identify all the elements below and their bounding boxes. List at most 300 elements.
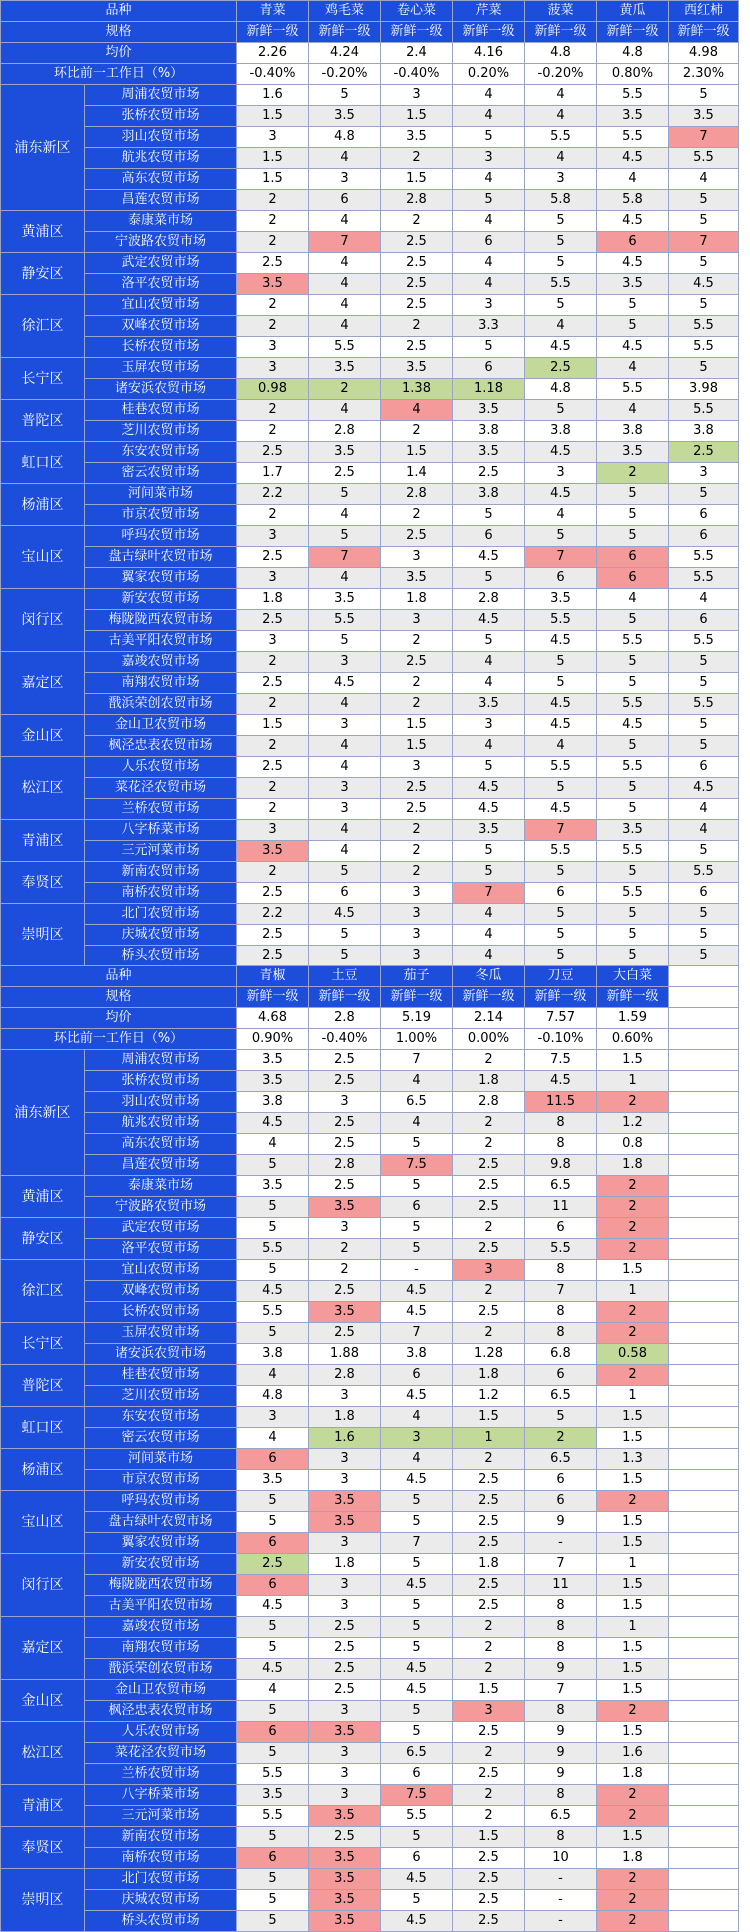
price-cell: 2.5 — [309, 1323, 381, 1344]
price-cell: 4.5 — [381, 1659, 453, 1680]
price-cell: 3 — [525, 463, 597, 484]
price-cell: 3.5 — [309, 442, 381, 463]
price-cell: 3.5 — [453, 442, 525, 463]
price-cell: 2.5 — [237, 757, 309, 778]
price-cell: 3.98 — [669, 379, 739, 400]
price-cell: 4.5 — [381, 1281, 453, 1302]
price-cell: 3.5 — [309, 1491, 381, 1512]
price-cell: 4 — [237, 1680, 309, 1701]
market-row — [1, 1890, 739, 1911]
price-cell: 3.5 — [237, 1785, 309, 1806]
price-cell: 1 — [597, 1281, 669, 1302]
price-cell: 2.5 — [237, 547, 309, 568]
price-cell: 6 — [597, 568, 669, 589]
price-cell: 5.5 — [669, 694, 739, 715]
price-cell: 2 — [381, 694, 453, 715]
price-cell: 4.5 — [381, 1470, 453, 1491]
price-cell: 3 — [237, 820, 309, 841]
price-cell: 2.5 — [453, 1890, 525, 1911]
price-cell: 6 — [309, 190, 381, 211]
market-name: 梅陇陇西农贸市场 — [85, 610, 237, 631]
price-cell: 0.58 — [597, 1344, 669, 1365]
blank-cell — [669, 1050, 739, 1071]
market-name: 昌莲农贸市场 — [85, 190, 237, 211]
price-cell: 2 — [381, 820, 453, 841]
market-name: 北门农贸市场 — [85, 1869, 237, 1890]
market-row — [1, 1344, 739, 1365]
blank-cell — [669, 1134, 739, 1155]
price-cell: 1.5 — [597, 1428, 669, 1449]
price-cell: 2.5 — [237, 946, 309, 967]
price-cell: 3 — [309, 1701, 381, 1722]
price-cell: 5.5 — [597, 757, 669, 778]
market-row — [1, 1323, 739, 1344]
price-cell: 2.5 — [453, 1302, 525, 1323]
market-name: 桥头农贸市场 — [85, 946, 237, 967]
spec-value: 新鲜一级 — [597, 22, 669, 43]
blank-cell — [669, 1029, 739, 1050]
price-cell: 6.5 — [525, 1806, 597, 1827]
price-cell: 4 — [453, 946, 525, 967]
product-header-label: 品种 — [1, 1, 237, 22]
price-cell: 2 — [237, 736, 309, 757]
price-cell: 4 — [453, 169, 525, 190]
price-cell: 1.8 — [453, 1071, 525, 1092]
price-cell: 1.8 — [597, 1155, 669, 1176]
market-row — [1, 925, 739, 946]
price-cell: 4.5 — [597, 715, 669, 736]
price-cell: 4 — [309, 148, 381, 169]
market-name: 宁波路农贸市场 — [85, 232, 237, 253]
average-row — [1, 1008, 739, 1029]
price-cell: 6 — [381, 1848, 453, 1869]
price-cell: 7.5 — [381, 1785, 453, 1806]
price-cell: 5 — [381, 1722, 453, 1743]
price-cell: 2.5 — [237, 673, 309, 694]
price-cell: 5.5 — [597, 694, 669, 715]
spec-value: 新鲜一级 — [525, 987, 597, 1008]
price-cell: 4.5 — [597, 253, 669, 274]
price-cell: 4 — [525, 736, 597, 757]
change-value: -0.10% — [525, 1029, 597, 1050]
price-cell: 3 — [453, 295, 525, 316]
price-cell: 2.5 — [237, 253, 309, 274]
market-row — [1, 1491, 739, 1512]
price-cell: 3.5 — [237, 274, 309, 295]
spec-value: 新鲜一级 — [525, 22, 597, 43]
price-cell: 4 — [381, 1071, 453, 1092]
price-cell: 3 — [237, 127, 309, 148]
price-cell: 1.5 — [597, 1050, 669, 1071]
market-row — [1, 526, 739, 547]
price-cell: 1.2 — [453, 1386, 525, 1407]
price-cell: 5 — [453, 505, 525, 526]
market-name: 航兆农贸市场 — [85, 1113, 237, 1134]
market-row — [1, 295, 739, 316]
change-row — [1, 64, 739, 85]
price-cell: 4.5 — [525, 1071, 597, 1092]
price-cell: 3 — [237, 568, 309, 589]
price-cell: 2.5 — [453, 1197, 525, 1218]
price-cell: 3.5 — [237, 1470, 309, 1491]
market-row — [1, 1743, 739, 1764]
market-row — [1, 127, 739, 148]
price-cell: 3 — [309, 1470, 381, 1491]
price-cell: 2 — [597, 463, 669, 484]
price-cell: 3.5 — [453, 820, 525, 841]
price-cell: 4 — [669, 169, 739, 190]
price-cell: 2.8 — [309, 421, 381, 442]
market-name: 古美平阳农贸市场 — [85, 631, 237, 652]
price-cell: 3.5 — [309, 1869, 381, 1890]
price-cell: 8 — [525, 1113, 597, 1134]
price-cell: 2.5 — [453, 1848, 525, 1869]
market-row — [1, 547, 739, 568]
price-cell: 5 — [669, 85, 739, 106]
price-cell: 4 — [237, 1365, 309, 1386]
price-cell: 5 — [453, 568, 525, 589]
price-cell: 5 — [597, 799, 669, 820]
average-row — [1, 43, 739, 64]
price-cell: 8 — [525, 1596, 597, 1617]
price-cell: 5 — [381, 1554, 453, 1575]
average-value: 2.14 — [453, 1008, 525, 1029]
market-name: 武定农贸市场 — [85, 253, 237, 274]
price-cell: 1.38 — [381, 379, 453, 400]
market-row — [1, 1218, 739, 1239]
product-header-label: 品种 — [1, 966, 237, 987]
price-cell: 4.5 — [381, 1680, 453, 1701]
market-row — [1, 1701, 739, 1722]
district-name: 金山区 — [1, 1680, 85, 1722]
price-cell: 1.3 — [597, 1449, 669, 1470]
price-cell: 4 — [453, 106, 525, 127]
header-row-spec — [1, 987, 739, 1008]
blank-cell — [669, 1680, 739, 1701]
price-cell: 3.5 — [597, 820, 669, 841]
price-cell: 3.5 — [237, 1071, 309, 1092]
market-row — [1, 505, 739, 526]
price-cell: 4 — [453, 904, 525, 925]
price-cell: 6 — [597, 232, 669, 253]
market-row — [1, 631, 739, 652]
blank-cell — [669, 1470, 739, 1491]
market-name: 三元河菜市场 — [85, 1806, 237, 1827]
price-cell: 4 — [597, 169, 669, 190]
district-name: 松江区 — [1, 1722, 85, 1785]
price-cell: 4.5 — [237, 1659, 309, 1680]
price-cell: 2.5 — [381, 337, 453, 358]
average-value: 4.68 — [237, 1008, 309, 1029]
spec-value: 新鲜一级 — [381, 987, 453, 1008]
price-cell: 3 — [309, 1449, 381, 1470]
market-row — [1, 190, 739, 211]
price-cell: 4.8 — [525, 379, 597, 400]
price-cell: 3.8 — [237, 1344, 309, 1365]
price-cell: 6 — [453, 232, 525, 253]
price-cell: 6 — [525, 568, 597, 589]
price-cell: 5 — [597, 946, 669, 967]
price-cell: 2.8 — [453, 1092, 525, 1113]
price-cell: 3 — [309, 1218, 381, 1239]
market-row — [1, 1470, 739, 1491]
price-cell: 5 — [453, 862, 525, 883]
price-cell: 1.5 — [453, 1407, 525, 1428]
blank-cell — [669, 1785, 739, 1806]
price-cell: 6.5 — [381, 1743, 453, 1764]
market-row — [1, 85, 739, 106]
price-cell: 2 — [237, 211, 309, 232]
blank-cell — [669, 966, 739, 987]
price-cell: 2.5 — [381, 526, 453, 547]
price-cell: 2 — [237, 799, 309, 820]
price-cell: 2.5 — [309, 463, 381, 484]
price-cell: 9 — [525, 1722, 597, 1743]
market-name: 河间菜市场 — [85, 484, 237, 505]
blank-cell — [669, 1554, 739, 1575]
price-cell: 5.5 — [669, 862, 739, 883]
price-cell: 2 — [453, 1617, 525, 1638]
price-cell: 4 — [309, 253, 381, 274]
price-cell: 4 — [309, 568, 381, 589]
price-cell: 5 — [669, 253, 739, 274]
price-cell: 8 — [525, 1701, 597, 1722]
price-cell: 3.5 — [453, 694, 525, 715]
price-cell: 2 — [381, 211, 453, 232]
market-name: 芝川农贸市场 — [85, 1386, 237, 1407]
price-cell: 1.5 — [381, 715, 453, 736]
district-name: 虹口区 — [1, 442, 85, 484]
price-cell: 5 — [669, 652, 739, 673]
price-cell: 5 — [597, 778, 669, 799]
average-value: 4.24 — [309, 43, 381, 64]
price-cell: 1.8 — [597, 1764, 669, 1785]
price-cell: 6 — [381, 1197, 453, 1218]
price-cell: 1.5 — [381, 736, 453, 757]
price-cell: 7 — [381, 1050, 453, 1071]
change-value: -0.20% — [525, 64, 597, 85]
spec-value: 新鲜一级 — [597, 987, 669, 1008]
price-cell: 1.8 — [309, 1554, 381, 1575]
price-cell: 1.6 — [309, 1428, 381, 1449]
average-label: 均价 — [1, 43, 237, 64]
price-cell: 3.5 — [309, 1806, 381, 1827]
market-row — [1, 1281, 739, 1302]
price-cell: 5.5 — [669, 148, 739, 169]
price-cell: 3 — [237, 358, 309, 379]
price-cell: 2.5 — [237, 610, 309, 631]
price-cell: 6 — [237, 1722, 309, 1743]
market-row — [1, 1302, 739, 1323]
price-cell: 4 — [309, 820, 381, 841]
price-cell: 5 — [525, 211, 597, 232]
market-name: 河间菜市场 — [85, 1449, 237, 1470]
price-cell: 1.8 — [453, 1554, 525, 1575]
price-cell: 3 — [453, 1260, 525, 1281]
price-cell: 1.5 — [597, 1596, 669, 1617]
price-cell: 1.8 — [237, 589, 309, 610]
market-name: 南翔农贸市场 — [85, 1638, 237, 1659]
price-cell: 5 — [597, 652, 669, 673]
price-cell: 5 — [237, 1743, 309, 1764]
price-cell: 5.5 — [597, 841, 669, 862]
price-cell: 4.5 — [525, 337, 597, 358]
average-value: 2.26 — [237, 43, 309, 64]
price-cell: 8 — [525, 1638, 597, 1659]
price-cell: 4 — [525, 316, 597, 337]
market-name: 洛平农贸市场 — [85, 274, 237, 295]
price-cell: 5 — [597, 316, 669, 337]
market-name: 玉屏农贸市场 — [85, 358, 237, 379]
blank-cell — [669, 1743, 739, 1764]
district-name: 浦东新区 — [1, 1050, 85, 1176]
change-value: 2.30% — [669, 64, 739, 85]
market-name: 菜花泾农贸市场 — [85, 1743, 237, 1764]
blank-cell — [669, 1428, 739, 1449]
blank-cell — [669, 1827, 739, 1848]
market-row — [1, 484, 739, 505]
price-cell: 3 — [309, 1785, 381, 1806]
price-cell: 1.8 — [381, 589, 453, 610]
market-name: 长桥农贸市场 — [85, 1302, 237, 1323]
average-value: 1.59 — [597, 1008, 669, 1029]
price-cell: 5 — [237, 1491, 309, 1512]
price-cell: 4.5 — [669, 778, 739, 799]
market-name: 昌莲农贸市场 — [85, 1155, 237, 1176]
market-row — [1, 694, 739, 715]
price-cell: 5 — [453, 757, 525, 778]
market-row — [1, 1428, 739, 1449]
price-cell: 2 — [453, 1134, 525, 1155]
price-cell: 5 — [597, 505, 669, 526]
market-name: 嘉竣农贸市场 — [85, 652, 237, 673]
price-cell: 5 — [669, 841, 739, 862]
price-cell: 6 — [669, 883, 739, 904]
market-name: 盘古绿叶农贸市场 — [85, 1512, 237, 1533]
market-row — [1, 463, 739, 484]
price-cell: 5 — [237, 1512, 309, 1533]
market-name: 南翔农贸市场 — [85, 673, 237, 694]
price-cell: 5 — [381, 1827, 453, 1848]
price-cell: 4.5 — [309, 673, 381, 694]
market-row — [1, 1722, 739, 1743]
price-cell: 2 — [597, 1911, 669, 1932]
price-cell: 5 — [597, 904, 669, 925]
blank-cell — [669, 1071, 739, 1092]
price-cell: 6 — [237, 1533, 309, 1554]
market-row — [1, 1512, 739, 1533]
district-name: 奉贤区 — [1, 862, 85, 904]
price-cell: 7 — [309, 232, 381, 253]
market-row — [1, 1197, 739, 1218]
price-cell: 2.5 — [309, 1071, 381, 1092]
market-row — [1, 589, 739, 610]
price-cell: 2 — [381, 505, 453, 526]
blank-cell — [669, 1911, 739, 1932]
market-name: 人乐农贸市场 — [85, 757, 237, 778]
blank-cell — [669, 1302, 739, 1323]
market-row — [1, 1911, 739, 1932]
price-cell: 3.8 — [597, 421, 669, 442]
price-cell: 2.5 — [453, 463, 525, 484]
spec-value: 新鲜一级 — [237, 22, 309, 43]
market-name: 密云农贸市场 — [85, 463, 237, 484]
price-cell: 2 — [453, 1785, 525, 1806]
price-cell: 5 — [597, 295, 669, 316]
change-value: 1.00% — [381, 1029, 453, 1050]
price-cell: 3 — [309, 1596, 381, 1617]
blank-cell — [669, 1323, 739, 1344]
district-name: 徐汇区 — [1, 1260, 85, 1323]
price-cell: 4 — [381, 1407, 453, 1428]
change-value: 0.90% — [237, 1029, 309, 1050]
market-row — [1, 211, 739, 232]
price-cell: 8 — [525, 1260, 597, 1281]
district-name: 浦东新区 — [1, 85, 85, 211]
price-cell: 5.5 — [669, 316, 739, 337]
market-row — [1, 1617, 739, 1638]
price-cell: - — [525, 1869, 597, 1890]
header-row-product — [1, 1, 739, 22]
price-cell: 3.8 — [453, 484, 525, 505]
market-name: 东安农贸市场 — [85, 442, 237, 463]
price-cell: 2 — [381, 673, 453, 694]
price-cell: 2.5 — [237, 442, 309, 463]
market-name: 新南农贸市场 — [85, 1827, 237, 1848]
price-cell: 2 — [597, 1890, 669, 1911]
price-cell: 4.5 — [381, 1386, 453, 1407]
price-cell: 1.5 — [597, 1722, 669, 1743]
market-row — [1, 568, 739, 589]
price-cell: 6 — [453, 526, 525, 547]
price-cell: 5 — [453, 337, 525, 358]
spec-header-label: 规格 — [1, 22, 237, 43]
market-row — [1, 400, 739, 421]
market-name: 诸安浜农贸市场 — [85, 1344, 237, 1365]
price-cell: 4.8 — [309, 127, 381, 148]
price-cell: 4 — [309, 295, 381, 316]
blank-cell — [669, 1197, 739, 1218]
district-name: 杨浦区 — [1, 1449, 85, 1491]
price-cell: 8 — [525, 1617, 597, 1638]
price-cell: 2.5 — [237, 925, 309, 946]
price-cell: 2.5 — [309, 1050, 381, 1071]
market-row — [1, 1365, 739, 1386]
market-name: 新南农贸市场 — [85, 862, 237, 883]
price-cell: 3.3 — [453, 316, 525, 337]
blank-cell — [669, 1092, 739, 1113]
spec-value: 新鲜一级 — [309, 22, 381, 43]
price-cell: 5 — [597, 862, 669, 883]
change-label: 环比前一工作日（%） — [1, 64, 237, 85]
price-cell: 5.5 — [669, 400, 739, 421]
price-cell: 3.5 — [597, 442, 669, 463]
product-name: 菠菜 — [525, 1, 597, 22]
blank-cell — [669, 1008, 739, 1029]
market-row — [1, 1092, 739, 1113]
market-name: 玉屏农贸市场 — [85, 1323, 237, 1344]
price-cell: 3 — [453, 1701, 525, 1722]
price-cell: 7 — [309, 547, 381, 568]
price-cell: 5 — [669, 736, 739, 757]
price-cell: 5 — [309, 862, 381, 883]
price-cell: 1.5 — [597, 1512, 669, 1533]
market-name: 高东农贸市场 — [85, 1134, 237, 1155]
market-name: 桂巷农贸市场 — [85, 400, 237, 421]
blank-cell — [669, 1638, 739, 1659]
price-cell: 1.6 — [597, 1743, 669, 1764]
price-cell: 2 — [237, 232, 309, 253]
